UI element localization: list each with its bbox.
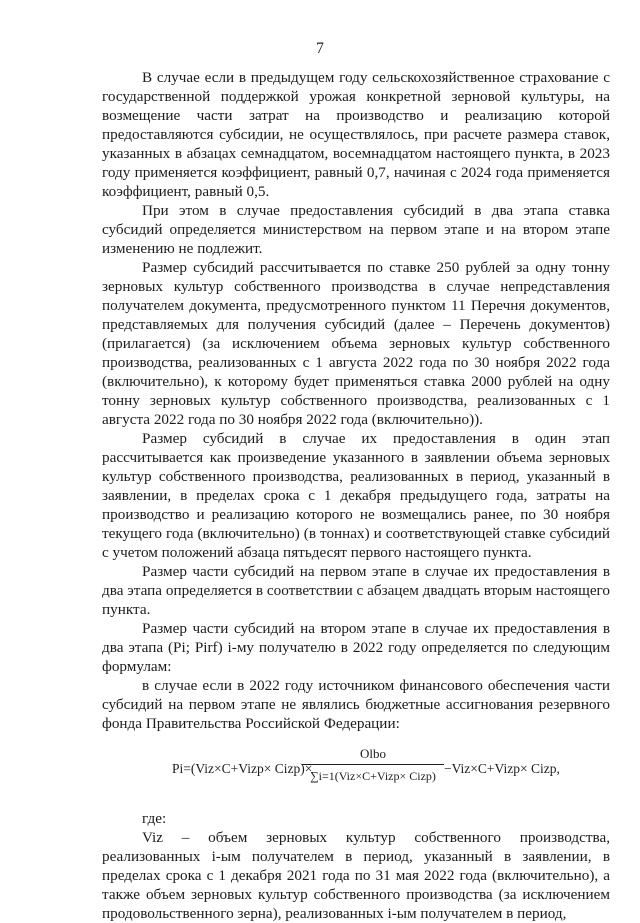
page-number: 7: [316, 40, 324, 57]
where-label: где:: [142, 810, 167, 827]
formula-numerator: Olbo: [360, 746, 386, 761]
paragraph: Размер части субсидий на первом этапе в случае их предоставления в два этапа определяется в соответствии с абзацем двадцать вторым настоящего пункта.: [102, 563, 610, 618]
paragraph: Размер части субсидий на втором этапе в случае их предоставления в два этапа (Pi; Pirf) i-му получателю в 2022 году определяется по следующим формулам:: [102, 620, 610, 675]
formula-fraction: [302, 745, 444, 785]
paragraph: В случае если в предыдущем году сельскохозяйственное страхование с государственной поддержкой урожая конкретной зерновой культуры, на возмещение части затрат на производство и реализацию которой предоставляются субсидии, не осуществлялось, при расчете размера ставок, указанных в абзацах семнадцатом, восемнадцатом настоящего пункта, в 2023 году применяется коэффициент, равный 0,7, начиная с 2024 года применяется коэффициент, равный 0,5.: [102, 69, 610, 200]
paragraph: При этом в случае предоставления субсидий в два этапа ставка субсидий определяется министерством на первом этапе и на втором этапе изменению не подлежит.: [102, 202, 610, 257]
paragraph: Размер субсидий рассчитывается по ставке 250 рублей за одну тонну зерновых культур собственного производства в случае непредставления получателем документа, предусмотренного пунктом 11 Перечня документов, представляемых для получения субсидий (далее – Перечень документов) (прилагается) (за исключением объема зерновых культур собственного производства, реализованных с 1 августа 2022 года по 30 ноября 2022 года (включительно), к которому будет применяться ставка 2000 рублей на одну тонну зерновых культур собственного производства, реализованных с 1 августа 2022 года по 30 ноября 2022 года (включительно)).: [102, 259, 610, 428]
definition-paragraph: Viz – объем зерновых культур собственного производства, реализованных i-ым получателем в период, указанный в заявлении, в пределах срока с 1 декабря 2021 года по 31 мая 2022 года (включительно), а также объем зерновых культур собственного производства (за исключением продовольственного зерна), реализованных i-ым получателем в период,: [102, 829, 610, 922]
paragraph: Размер субсидий в случае их предоставления в один этап рассчитывается как произведение указанного в заявлении объема зерновых культур собственного производства, реализованных в период, указанный в заявлении, в пределах срока с 1 декабря предыдущего года, затраты на производство и реализацию которого не возмещались ранее, по 30 ноября текущего года (включительно) (в тоннах) и соответствующей ставке субсидий с учетом положений абзаца пятьдесят первого настоящего пункта.: [102, 430, 610, 561]
document-body: [102, 68, 610, 923]
fraction-bar: [302, 764, 444, 765]
paragraph: в случае если в 2022 году источником финансового обеспечения части субсидий на первом этапе не являлись бюджетные ассигнования резервного фонда Правительства Российской Федерации:: [102, 677, 610, 732]
formula-right: −Viz×C+Vizp× Cizp,: [444, 761, 560, 776]
formula-left: Pi=(Viz×C+Vizp× Cizp)×: [172, 761, 313, 776]
formula: [102, 745, 610, 801]
formula-denominator: ∑i=1(Viz×C+Vizp× Cizp): [310, 769, 436, 783]
